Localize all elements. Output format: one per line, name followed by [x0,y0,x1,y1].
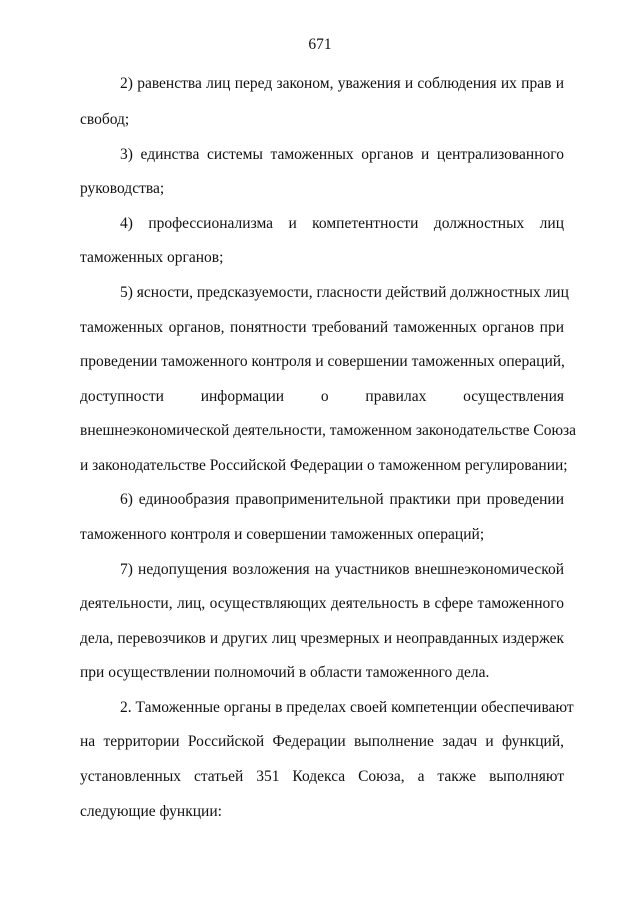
text-line: руководства; [80,180,165,197]
page-number: 671 [308,36,332,53]
text-line: таможенных органов; [80,249,224,266]
text-line: следующие функции: [80,803,222,820]
text-line: дела, перевозчиков и других лиц чрезмерных и неоправданных издержек [80,630,564,647]
text-line: доступности информации о правилах осуществления [80,388,564,405]
text-line: 4) профессионализма и компетентности должностных лиц [120,215,564,232]
text-line: таможенного контроля и совершении таможенных операций; [80,526,485,543]
text-line: 6) единообразия правоприменительной практики при проведении [120,491,564,508]
text-line: и законодательстве Российской Федерации о таможенном регулировании; [80,457,568,474]
text-line: 2) равенства лиц перед законом, уважения и соблюдения их прав и [120,75,564,92]
text-line: таможенных органов, понятности требований таможенных органов при [80,319,564,336]
text-line: деятельности, лиц, осуществляющих деятельность в сфере таможенного [80,595,564,612]
text-line: внешнеэкономической деятельности, таможенном законодательстве Союза [80,422,577,439]
text-line: 2. Таможенные органы в пределах своей компетенции обеспечивают [120,699,574,716]
text-line: свобод; [80,111,130,128]
text-line: на территории Российской Федерации выполнение задач и функций, [80,733,564,750]
text-line: при осуществлении полномочий в области таможенного дела. [80,664,490,681]
text-line: 5) ясности, предсказуемости, гласности действий должностных лиц [120,284,569,301]
text-line: проведении таможенного контроля и совершении таможенных операций, [80,353,565,370]
text-line: установленных статьей 351 Кодекса Союза, а также выполняют [80,768,564,785]
text-line: 3) единства системы таможенных органов и централизованного [120,146,564,163]
text-line: 7) недопущения возложения на участников внешнеэкономической [120,561,564,578]
